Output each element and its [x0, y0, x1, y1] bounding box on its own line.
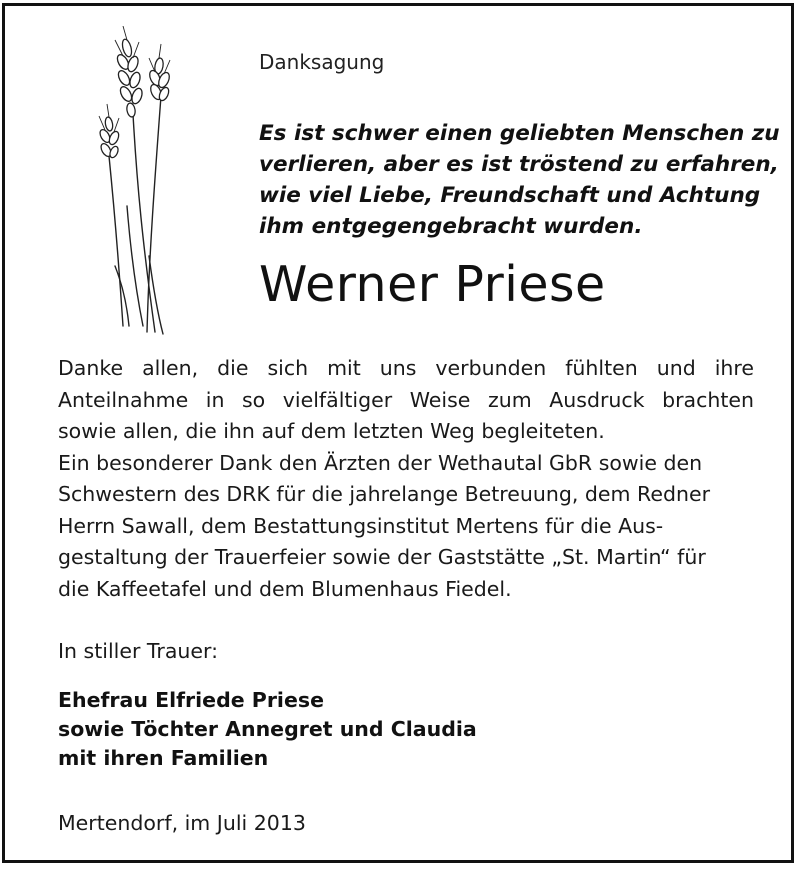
- motto-line: wie viel Liebe, Freundschaft und Achtung: [259, 183, 761, 208]
- thanks-line: Danke allen, die sich mit uns verbunden fühlten und ihre: [58, 356, 754, 380]
- wheat-ears-icon: [93, 26, 173, 338]
- thanks-line: Anteilnahme in so vielfältiger Weise zum Ausdruck brachten: [58, 387, 754, 412]
- family-signature: [58, 686, 477, 773]
- notice-heading: Danksagung: [259, 50, 385, 74]
- thanks-line: Ein besonderer Dank den Ärzten der Wethautal GbR sowie den: [58, 450, 703, 475]
- motto-line: Es ist schwer einen geliebten Menschen zu: [259, 121, 780, 146]
- thanks-text: [58, 353, 754, 605]
- thanks-line: die Kaffeetafel und dem Blumenhaus Fiedel.: [58, 576, 512, 601]
- family-line: sowie Töchter Annegret und Claudia: [58, 717, 477, 741]
- thanks-line: gestaltung der Trauerfeier sowie der Gaststätte „St. Martin“ für: [58, 545, 706, 569]
- thanks-line: Herrn Sawall, dem Bestattungsinstitut Mertens für die Aus-: [58, 513, 664, 538]
- notice-frame: [2, 3, 794, 863]
- deceased-name: Werner Priese: [259, 256, 606, 313]
- thanks-line: Schwestern des DRK für die jahrelange Betreuung, dem Redner: [58, 482, 711, 506]
- thanks-line: sowie allen, die ihn auf dem letzten Weg begleiteten.: [58, 419, 605, 443]
- motto-line: ihm entgegengebracht wurden.: [259, 214, 643, 239]
- family-line: Ehefrau Elfriede Priese: [58, 688, 324, 712]
- mourning-label: In stiller Trauer:: [58, 639, 218, 663]
- motto-line: verlieren, aber es ist tröstend zu erfahren,: [259, 152, 779, 177]
- family-line: mit ihren Familien: [58, 746, 269, 770]
- place-date: Mertendorf, im Juli 2013: [58, 811, 306, 835]
- motto: [259, 118, 780, 242]
